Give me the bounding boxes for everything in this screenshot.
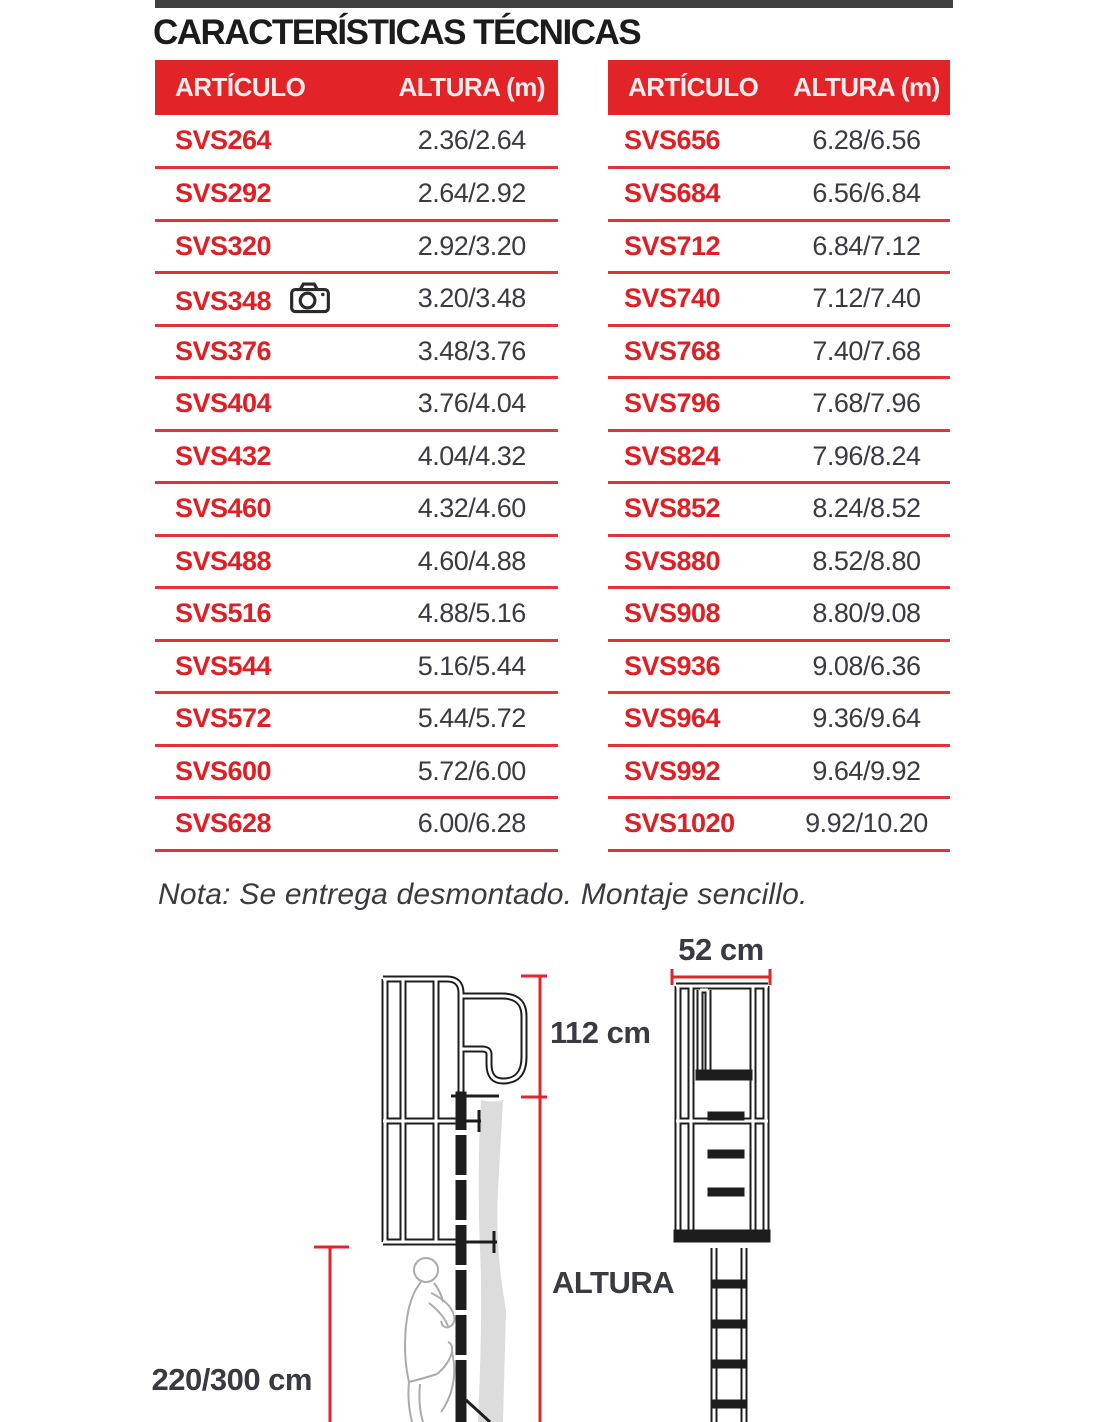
table-row xyxy=(608,325,950,378)
height-value: 3.48/3.76 xyxy=(386,325,558,378)
height-value: 3.20/3.48 xyxy=(386,273,558,326)
article-code: SVS404 xyxy=(155,378,386,431)
height-value: 7.12/7.40 xyxy=(783,273,950,326)
article-code: SVS712 xyxy=(608,220,783,273)
table-row xyxy=(155,745,558,798)
article-code: SVS320 xyxy=(155,220,386,273)
table-row xyxy=(608,168,950,221)
height-value: 5.44/5.72 xyxy=(386,693,558,746)
person-figure xyxy=(405,1258,454,1422)
spec-table-left xyxy=(155,60,558,852)
height-value: 4.60/4.88 xyxy=(386,535,558,588)
table-row xyxy=(608,640,950,693)
height-value: 7.96/8.24 xyxy=(783,430,950,483)
table-row xyxy=(155,168,558,221)
article-code: SVS824 xyxy=(608,430,783,483)
table-row xyxy=(155,430,558,483)
height-value: 6.84/7.12 xyxy=(783,220,950,273)
table-row xyxy=(608,535,950,588)
table-row xyxy=(155,798,558,851)
table-row xyxy=(608,745,950,798)
exit-height-dimension-label: 112 cm xyxy=(550,1015,651,1050)
table-row xyxy=(155,588,558,641)
height-value: 6.28/6.56 xyxy=(783,115,950,168)
height-value: 3.76/4.04 xyxy=(386,378,558,431)
height-value: 4.88/5.16 xyxy=(386,588,558,641)
wall-shape xyxy=(478,1100,506,1422)
base-height-dimension-label: 220/300 cm xyxy=(151,1362,312,1397)
table-row xyxy=(155,640,558,693)
table-row xyxy=(155,378,558,431)
table-row xyxy=(155,693,558,746)
article-code: SVS684 xyxy=(608,168,783,221)
table-header-row xyxy=(608,60,950,115)
article-code: SVS292 xyxy=(155,168,386,221)
article-code: SVS376 xyxy=(155,325,386,378)
table-header-row xyxy=(155,60,558,115)
height-value: 2.92/3.20 xyxy=(386,220,558,273)
height-value: 5.16/5.44 xyxy=(386,640,558,693)
article-code: SVS908 xyxy=(608,588,783,641)
table-row xyxy=(608,220,950,273)
table-row xyxy=(608,378,950,431)
table-row xyxy=(155,115,558,168)
height-value: 5.72/6.00 xyxy=(386,745,558,798)
article-code: SVS516 xyxy=(155,588,386,641)
article-code: SVS768 xyxy=(608,325,783,378)
article-code: SVS348 xyxy=(155,273,386,326)
table-row xyxy=(155,220,558,273)
article-code: SVS740 xyxy=(608,273,783,326)
height-value: 9.64/9.92 xyxy=(783,745,950,798)
column-header-altura: ALTURA (m) xyxy=(783,60,950,115)
front-view-ladder xyxy=(674,986,770,1422)
height-value: 9.36/9.64 xyxy=(783,693,950,746)
ladder-diagram xyxy=(0,930,1100,1422)
top-divider-bar xyxy=(155,0,953,8)
table-row xyxy=(608,798,950,851)
column-header-article: ARTÍCULO xyxy=(155,60,386,115)
height-value: 4.32/4.60 xyxy=(386,483,558,536)
spec-table-right xyxy=(608,60,950,852)
ladder-rail-side xyxy=(456,1092,466,1422)
article-code: SVS264 xyxy=(155,115,386,168)
article-code: SVS852 xyxy=(608,483,783,536)
article-code: SVS488 xyxy=(155,535,386,588)
article-code: SVS628 xyxy=(155,798,386,851)
table-row xyxy=(608,273,950,326)
article-code: SVS936 xyxy=(608,640,783,693)
table-row xyxy=(608,483,950,536)
article-code: SVS964 xyxy=(608,693,783,746)
height-value: 8.24/8.52 xyxy=(783,483,950,536)
article-code: SVS1020 xyxy=(608,798,783,851)
table-row xyxy=(155,483,558,536)
article-code: SVS460 xyxy=(155,483,386,536)
height-value: 7.68/7.96 xyxy=(783,378,950,431)
article-code: SVS432 xyxy=(155,430,386,483)
article-code: SVS796 xyxy=(608,378,783,431)
height-value: 6.56/6.84 xyxy=(783,168,950,221)
table-row xyxy=(608,693,950,746)
height-value: 6.00/6.28 xyxy=(386,798,558,851)
article-code: SVS600 xyxy=(155,745,386,798)
table-row xyxy=(155,535,558,588)
height-value: 2.64/2.92 xyxy=(386,168,558,221)
note-text: Nota: Se entrega desmontado. Montaje sencillo. xyxy=(158,878,808,911)
column-header-altura: ALTURA (m) xyxy=(386,60,558,115)
article-code: SVS544 xyxy=(155,640,386,693)
width-dimension-label: 52 cm xyxy=(678,932,764,967)
article-code: SVS572 xyxy=(155,693,386,746)
article-code: SVS880 xyxy=(608,535,783,588)
height-value: 8.80/9.08 xyxy=(783,588,950,641)
table-row xyxy=(155,325,558,378)
altura-dimension-label: ALTURA xyxy=(552,1265,675,1300)
column-header-article: ARTÍCULO xyxy=(608,60,783,115)
page-title: CARACTERÍSTICAS TÉCNICAS xyxy=(153,13,641,52)
height-value: 4.04/4.32 xyxy=(386,430,558,483)
height-value: 2.36/2.64 xyxy=(386,115,558,168)
height-value: 9.08/6.36 xyxy=(783,640,950,693)
article-code: SVS656 xyxy=(608,115,783,168)
camera-icon xyxy=(289,281,331,314)
table-row xyxy=(608,430,950,483)
table-row xyxy=(608,115,950,168)
table-row xyxy=(155,273,558,326)
article-code: SVS992 xyxy=(608,745,783,798)
height-value: 9.92/10.20 xyxy=(783,798,950,851)
height-value: 7.40/7.68 xyxy=(783,325,950,378)
table-row xyxy=(608,588,950,641)
height-value: 8.52/8.80 xyxy=(783,535,950,588)
